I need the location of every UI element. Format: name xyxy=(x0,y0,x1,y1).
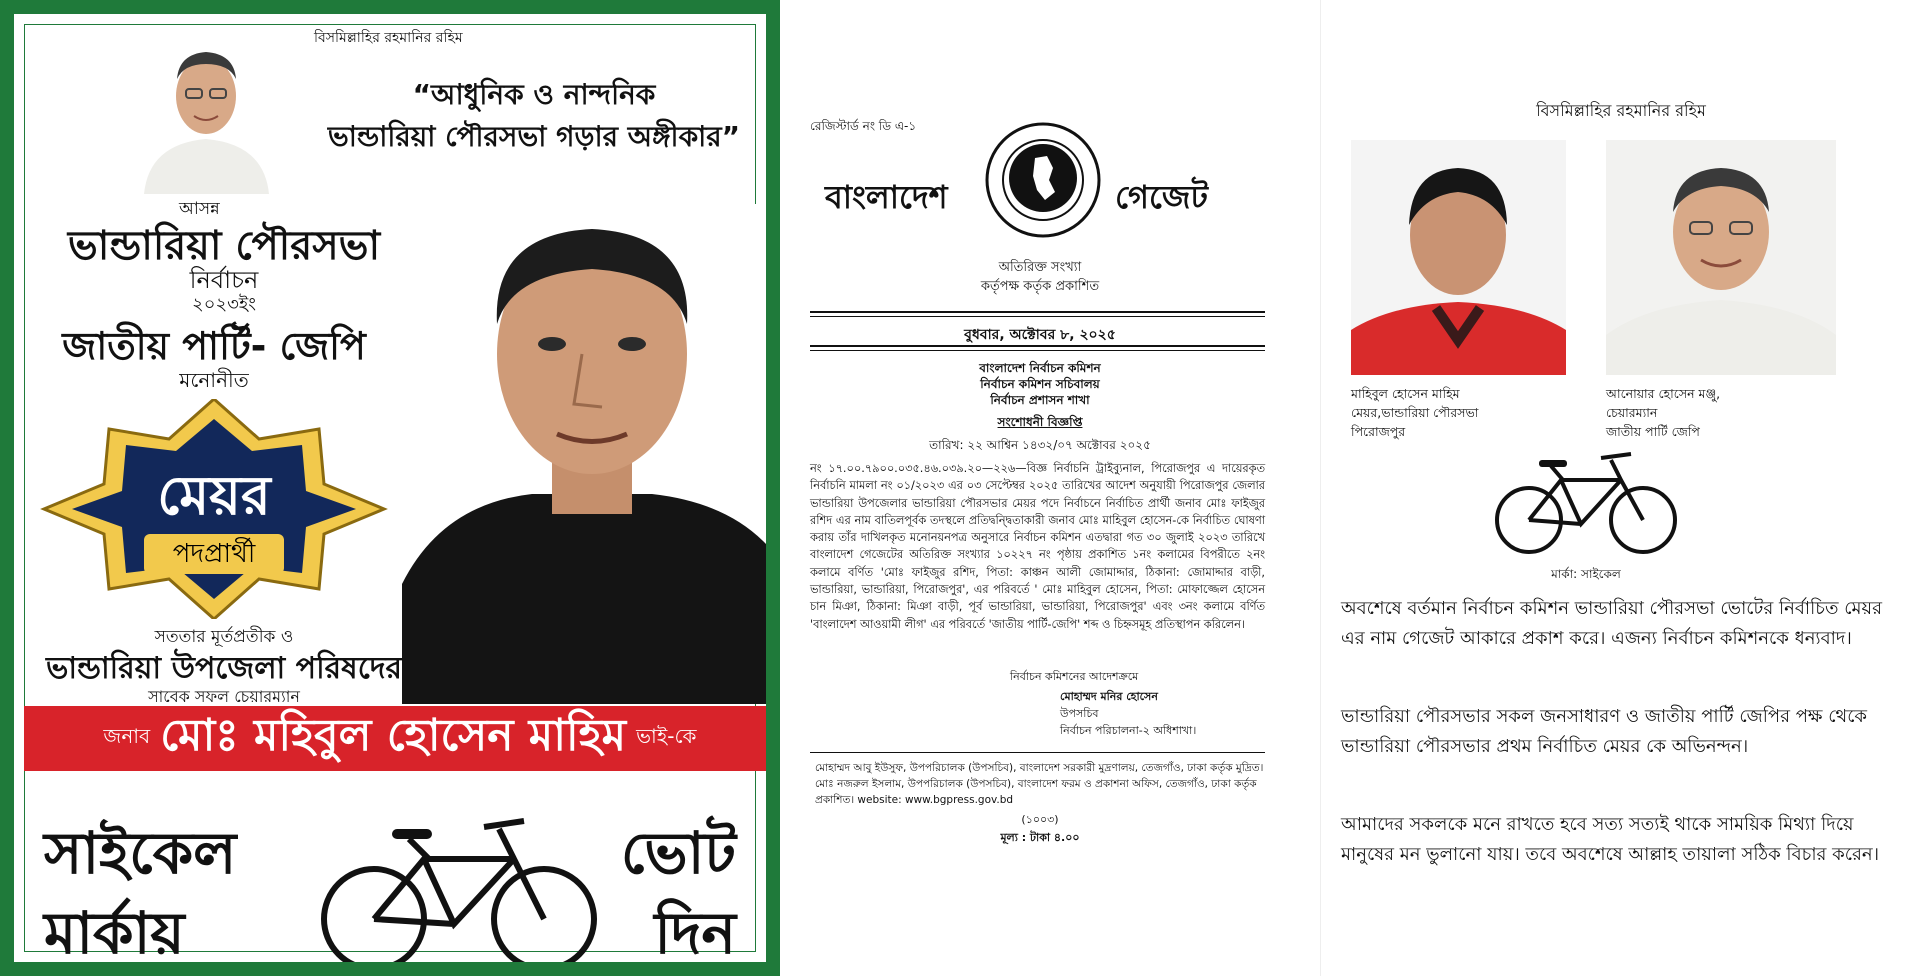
org-branch: নির্বাচন প্রশাসন শাখা xyxy=(990,393,1090,407)
footer-rule xyxy=(810,752,1265,753)
chairman-caption-title: চেয়ারম্যান xyxy=(1606,405,1658,420)
chairman-caption-name: আনোয়ার হোসেন মঞ্জু, xyxy=(1606,386,1721,401)
vote-text-symbol: মার্কায় xyxy=(44,899,185,967)
gazette-footer: মোহাম্মদ আবু ইউসুফ, উপপরিচালক (উপসচিব), বাংলাদেশ সরকারী মুদ্রণালয়, তেজগাঁও, ঢাকা কর্তৃক মুদ্রিত। মোঃ নজরুল ইসলাম, উপপরিচালক (উপসচিব), বাংলাদেশ ফরম ও প্রকাশনা অফিস, তেজগাঁও, ঢাকা কর্তৃক প্রকাশিত। website: www.bgpress.gov.bd xyxy=(815,762,1264,806)
notice-body: নং ১৭.০০.৭৯০০.০৩৫.৪৬.০৩৯.২০—২২৬—বিজ্ঞ নির্বাচনি ট্রাইব্যুনাল, পিরোজপুর এ দায়েরকৃত নির্বাচনি মামলা নং ০১/২০২৩ এর ০৩ সেপ্টেম্বর ২০২৫ তারিখের আদেশ অনুযায়ী পিরোজপুর জেলার ভান্ডারিয়া উপজেলার ভান্ডারিয়া পৌরসভার মেয়র পদে নির্বাচনে নির্বাচিত প্রার্থী জনাব মোঃ ফাইজুর রশিদ এর নাম বাতিলপূর্বক তদস্থলে প্রতিদ্বন্দ্বিতাকারী জনাব মোঃ মাহিবুল হোসেন-কে নির্বাচিত ঘোষণা করায় তাঁর দাখিলকৃত মনোনয়নপত্র অনুসারে নির্বাচন কমিশন এতদ্বারা গত ৩০ জুলাই ২০২৩ তারিখে বাংলাদেশ গেজেটের অতিরিক্ত সংখ্যার ১০২২৭ নং পৃষ্ঠায় প্রকাশিত ১নং কলামের বিপরীতে ২নং কলামে বর্ণিত 'মোঃ ফাইজুর রশিদ, পিতা: কাঞ্চন আলী জোমাদ্দার, ঠিকানা: জোমাদ্দার বাড়ী, ভান্ডারিয়া, ভান্ডারিয়া, পিরোজপুর', এর পরিবর্তে ' মোঃ মাহিবুল হোসেন, পিতা: মোফাজ্জেল হোসেন চান মিঞা, ঠিকানা: মিঞা বাড়ী, পূর্ব ভান্ডারিয়া, ভান্ডারিয়া, পিরোজপুর' এবং ৩নং কলামে বর্ণিত 'বাংলাদেশ আওয়ামী লীগ' এর পরিবর্তে 'জাতীয় পার্টি-জেপি' শব্দ ও চিহ্নসমূহ প্রতিস্থাপন করিলেন। xyxy=(810,462,1265,631)
panel-bismillah: বিসমিল্লাহির রহমানির রহিম xyxy=(1536,101,1706,120)
mayor-badge-subtitle: পদপ্রার্থী xyxy=(144,534,284,574)
candidate-name: মোঃ মহিবুল হোসেন মাহিম xyxy=(160,710,627,761)
poster-bismillah: বিসমিল্লাহির রহমানির রহিম xyxy=(314,30,463,46)
org-secretariat: নির্বাচন কমিশন সচিবালয় xyxy=(980,377,1100,391)
signatory-role: উপসচিব xyxy=(1060,707,1099,720)
name-prefix: জনাব xyxy=(103,724,151,748)
slogan-line-2: ভান্ডারিয়া পৌরসভা গড়ার অঙ্গীকার” xyxy=(327,120,741,153)
notice-date: তারিখ: ২২ আশ্বিন ১৪৩২/০৭ অক্টোবর ২০২৫ xyxy=(929,438,1151,452)
mayor-badge-title: মেয়র xyxy=(157,464,271,527)
vote-text-give: দিন xyxy=(654,899,736,967)
gazette-reg-no: রেজিস্টার্ড নং ডি এ-১ xyxy=(810,119,917,133)
gazette-price: মূল্য : টাকা ৪.০০ xyxy=(1000,831,1080,844)
mayor-photo xyxy=(1351,140,1566,375)
pourashava-heading: ভান্ডারিয়া পৌরসভা xyxy=(67,223,381,269)
party-name: জাতীয় পার্টি- জেপি xyxy=(62,324,366,368)
commission-order: নির্বাচন কমিশনের আদেশক্রমে xyxy=(1010,670,1139,683)
slogan-line-1: “আধুনিক ও নান্দনিক xyxy=(412,78,656,111)
paragraph-truth: আমাদের সকলকে মনে রাখতে হবে সত্য সত্যই থাকে সাময়িক মিথ্যা দিয়ে মানুষের মন ভুলানো যায়। তবে অবশেষে আল্লাহ তায়ালা সঠিক বিচার করেন। xyxy=(1341,814,1880,865)
mayor-caption-district: পিরোজপুর xyxy=(1351,424,1406,439)
candidate-name-bar xyxy=(24,706,776,771)
paragraph-congratulations: ভান্ডারিয়া পৌরসভার সকল জনসাধারণ ও জাতীয় পার্টি জেপির পক্ষ থেকে ভান্ডারিয়া পৌরসভার প্রথম নির্বাচিত মেয়র কে অভিনন্দন। xyxy=(1341,706,1868,757)
candidate-portrait xyxy=(402,204,780,704)
date-rule xyxy=(810,345,1265,347)
gazette-title-left: বাংলাদেশ xyxy=(825,178,948,216)
top-rule-thin xyxy=(810,316,1265,317)
signatory-office: নির্বাচন পরিচালনা-২ অধিশাখা। xyxy=(1060,724,1197,737)
top-rule xyxy=(810,311,1265,313)
chairman-caption-party: জাতীয় পার্টি জেপি xyxy=(1606,424,1700,439)
nominated-label: মনোনীত xyxy=(179,368,249,392)
bicycle-icon xyxy=(314,799,604,976)
upcoming-label: আসন্ন xyxy=(179,199,220,219)
honest-label: সততার মূর্তপ্রতীক ও xyxy=(154,627,294,647)
paragraph-gazette-published: অবশেষে বর্তমান নির্বাচন কমিশন ভান্ডারিয়া পৌরসভা ভোটের নির্বাচিত মেয়র এর নাম গেজেট আকারে প্রকাশ করে। এজন্য নির্বাচন কমিশনকে ধন্যবাদ। xyxy=(1341,598,1882,649)
date-rule-thin xyxy=(810,350,1265,351)
government-emblem-icon xyxy=(983,120,1103,240)
chairman-photo xyxy=(1606,140,1836,375)
vote-text-vote: ভোট xyxy=(620,819,736,887)
mayor-caption-title: মেয়র,ভান্ডারিয়া পৌরসভা xyxy=(1351,405,1479,420)
name-suffix: ভাই-কে xyxy=(636,724,697,748)
gazette-code: (১০০৩) xyxy=(1021,813,1059,826)
election-year: ২০২৩ইং xyxy=(192,294,256,315)
org-commission: বাংলাদেশ নির্বাচন কমিশন xyxy=(979,361,1101,375)
gazette-date: বুধবার, অক্টোবর ৮, ২০২৫ xyxy=(964,327,1116,343)
signatory-name: মোহাম্মদ মনির হোসেন xyxy=(1060,690,1158,703)
former-chairman: সাবেক সফল চেয়ারম্যান xyxy=(148,687,300,706)
amendment-notice-title: সংশোধনী বিজ্ঞপ্তি xyxy=(997,415,1083,429)
election-label: নির্বাচন xyxy=(189,266,259,294)
leader-photo xyxy=(139,34,274,194)
bicycle-icon xyxy=(1491,440,1681,560)
mayor-caption xyxy=(1351,384,1478,441)
extra-issue: অতিরিক্ত সংখ্যা xyxy=(998,260,1082,275)
poster-slogan xyxy=(304,74,764,158)
campaign-poster xyxy=(0,0,780,976)
chairman-caption xyxy=(1606,384,1720,441)
published-by: কর্তৃপক্ষ কর্তৃক প্রকাশিত xyxy=(980,279,1100,294)
announcement-panel xyxy=(1320,0,1920,976)
upazila-council: ভান্ডারিয়া উপজেলা পরিষদের xyxy=(45,651,403,686)
mayor-caption-name: মাহিবুল হোসেন মাহিম xyxy=(1351,386,1460,401)
vote-text-cycle: সাইকেল xyxy=(44,819,237,887)
bangladesh-gazette xyxy=(790,0,1320,976)
gazette-title-right: গেজেট xyxy=(1115,178,1208,216)
symbol-caption: মার্কা: সাইকেল xyxy=(1551,567,1621,581)
